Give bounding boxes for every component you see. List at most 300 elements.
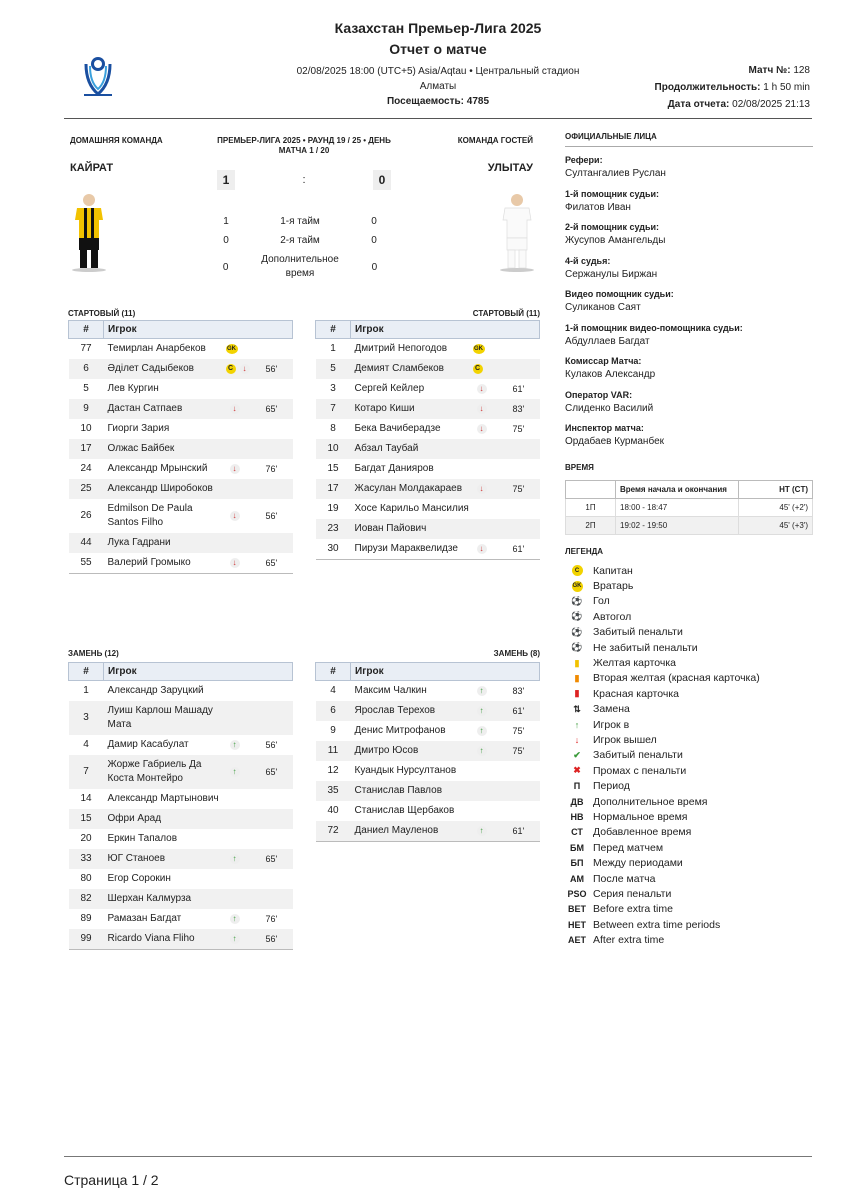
player-row (69, 339, 293, 360)
player-name: Пирузи Мараквелидзе (354, 543, 458, 554)
player-name: Демият Сламбеков (354, 363, 444, 374)
event-minute: 56' (265, 511, 278, 521)
home-score: 1 (217, 170, 235, 190)
player-icons (473, 384, 513, 394)
player-name: Валерий Громыко (107, 557, 191, 568)
player-name: Даниел Мауленов (354, 825, 439, 836)
player-row (69, 869, 293, 889)
player-number: 9 (330, 725, 336, 736)
event-minute: 61' (512, 706, 525, 716)
penalty-scored-check-icon: ✔ (573, 749, 581, 760)
player-icons (226, 364, 266, 374)
home-kit (70, 190, 108, 279)
attendance: Посещаемость: 4785 (386, 96, 490, 107)
player-row (316, 399, 540, 419)
legend-label: Вратарь (593, 580, 634, 593)
player-row (69, 499, 293, 533)
player-cell (351, 681, 540, 702)
after-match-abbr: АМ (570, 873, 584, 884)
player-cell (351, 499, 540, 519)
player-cell (104, 829, 293, 849)
legend-item (565, 671, 813, 686)
event-minute: 61' (512, 544, 525, 554)
away-start-label: СТАРТОВЫЙ (11) (472, 309, 540, 318)
away-kit (498, 190, 536, 279)
event-minute: 56' (265, 364, 278, 374)
legend-label: Замена (593, 703, 630, 716)
player-row (316, 721, 540, 741)
player-number: 12 (327, 765, 339, 776)
goalkeeper-icon: GK (572, 581, 583, 592)
time-ht: 45' (+2') (739, 499, 813, 517)
player-in-icon: ↑ (230, 934, 240, 944)
legend-label: After extra time (593, 934, 665, 947)
player-name: Дмитро Юсов (354, 745, 419, 756)
player-in-icon: ↑ (230, 740, 240, 750)
player-icons (473, 404, 513, 414)
official-name: Жусупов Амангельды (565, 235, 666, 246)
player-row (69, 909, 293, 929)
player-name: Александр Заруцкий (107, 685, 204, 696)
player-out-icon: ↓ (477, 404, 487, 414)
legend-item (565, 578, 813, 593)
home-team-name: КАЙРАТ (70, 162, 114, 174)
away-subs-table (315, 662, 540, 842)
player-out-icon: ↓ (230, 558, 240, 568)
player-number: 4 (83, 739, 89, 750)
legend-item (565, 778, 813, 793)
period-row (210, 250, 390, 284)
player-icons (473, 344, 513, 354)
official-entry (565, 289, 813, 323)
player-icons (226, 740, 266, 750)
player-number: 8 (330, 423, 336, 434)
datetime-venue: 02/08/2025 18:00 (UTC+5) Asia/Aqtau • Центральный стадион (296, 66, 580, 77)
period-row (210, 212, 390, 231)
legend-item (565, 825, 813, 840)
away-team-label: КОМАНДА ГОСТЕЙ (457, 136, 533, 145)
player-name: Шерхан Калмурза (107, 893, 192, 904)
player-cell (351, 479, 540, 499)
time-col-period (566, 481, 616, 499)
away-team-name: УЛЫТАУ (487, 162, 533, 174)
legend-item (565, 640, 813, 655)
player-name: Багдат Данияров (354, 463, 434, 474)
player-cell (104, 735, 293, 755)
legend-label: Промах с пенальти (593, 764, 687, 777)
legend-item (565, 655, 813, 670)
official-entry (565, 155, 813, 189)
time-ht: 45' (+3') (739, 517, 813, 535)
player-name: Сергей Кейлер (354, 383, 425, 394)
player-icons (473, 544, 513, 554)
player-icons (473, 746, 513, 756)
player-row (316, 781, 540, 801)
player-cell (104, 889, 293, 909)
player-number: 99 (69, 929, 104, 950)
away-score: 0 (373, 170, 391, 190)
player-number: 44 (69, 533, 104, 553)
player-row (316, 459, 540, 479)
player-cell (351, 359, 540, 379)
player-number: 1 (330, 343, 336, 354)
player-icons (226, 854, 266, 864)
player-row (69, 681, 293, 702)
time-period: 2П (566, 517, 616, 535)
match-no: 128 (793, 65, 810, 76)
home-team-label: ДОМАШНЯЯ КОМАНДА (70, 136, 163, 145)
city: Алматы (419, 81, 457, 92)
player-row (69, 889, 293, 909)
player-row (69, 789, 293, 809)
player-row (69, 419, 293, 439)
player-number: 23 (316, 519, 351, 539)
player-name: Жорже Габриель Да Коста Монтейро (107, 759, 202, 784)
player-icons (226, 404, 266, 414)
player-row (316, 539, 540, 560)
away-starting-table (315, 320, 540, 560)
time-range: 18:00 - 18:47 (616, 499, 739, 517)
legend-item (565, 809, 813, 824)
officials-section (565, 132, 813, 457)
player-row (316, 499, 540, 519)
player-number: 40 (327, 805, 339, 816)
player-number: 80 (80, 873, 92, 884)
period-label: Дополнительное время (261, 254, 339, 279)
legend-label: Нормальное время (593, 810, 688, 823)
official-role: 1-й помощник судьи: (565, 188, 660, 199)
player-cell (104, 439, 293, 459)
player-row (69, 399, 293, 419)
player-number: 7 (69, 755, 104, 789)
official-entry (565, 356, 813, 390)
player-row (69, 701, 293, 735)
event-minute: 65' (265, 767, 278, 777)
player-cell (104, 479, 293, 499)
legend-label: Забитый пенальти (593, 749, 683, 762)
report-meta (655, 62, 810, 113)
player-number: 5 (316, 359, 351, 379)
yellow-card-icon: ▮ (574, 657, 580, 668)
player-number: 10 (316, 439, 351, 459)
player-icons (226, 558, 266, 568)
legend-item (565, 625, 813, 640)
player-row (316, 379, 540, 399)
after-extra-time-abbr: AET (568, 935, 586, 946)
player-number: 20 (80, 833, 92, 844)
player-in-icon: ↑ (477, 746, 487, 756)
event-minute: 65' (265, 404, 278, 414)
legend-label: Before extra time (593, 903, 673, 916)
score-separator: : (302, 174, 306, 186)
player-out-icon: ↓ (477, 424, 487, 434)
duration: 1 h 50 min (763, 82, 810, 93)
event-minute: 75' (512, 424, 525, 434)
legend-label: Забитый пенальти (593, 626, 683, 639)
player-name: Александр Широбоков (107, 483, 213, 494)
away-subs-label: ЗАМЕНЬ (8) (493, 649, 540, 658)
player-row (69, 735, 293, 755)
player-name: Ярослав Терехов (354, 705, 436, 716)
player-cell (351, 801, 540, 821)
player-out-icon: ↓ (477, 544, 487, 554)
player-row (316, 439, 540, 459)
match-no-label: Матч №: (748, 65, 791, 76)
player-cell (104, 459, 293, 479)
legend-item (565, 748, 813, 763)
player-cell (104, 909, 293, 929)
legend-item (565, 902, 813, 917)
player-cell (104, 339, 293, 360)
legend-item (565, 732, 813, 747)
player-name: Лука Гадрани (107, 537, 171, 548)
player-row (69, 459, 293, 479)
round-info: ПРЕМЬЕР-ЛИГА 2025 • РАУНД 19 / 25 • ДЕНЬ МАТЧА 1 / 20 (217, 136, 391, 155)
second-yellow-icon: ▮ (574, 672, 580, 683)
period-label: 2-я тайм (280, 235, 320, 246)
col-player: Игрок (351, 663, 540, 681)
legend-label: Between extra time periods (593, 918, 721, 931)
player-name: Лев Кургин (107, 383, 159, 394)
player-number: 15 (327, 463, 339, 474)
player-number: 25 (69, 479, 104, 499)
player-name: Олжас Байбек (107, 443, 175, 454)
goalkeeper-icon: GK (474, 346, 483, 352)
player-cell (351, 399, 540, 419)
player-cell (104, 809, 293, 829)
event-minute: 75' (512, 746, 525, 756)
player-number: 24 (80, 463, 92, 474)
legend-label: Игрок вышел (593, 733, 657, 746)
period-home-score: 1 (223, 216, 229, 227)
player-in-icon: ↑ (477, 706, 487, 716)
player-name: Бека Вачиберадзе (354, 423, 441, 434)
official-entry (565, 323, 813, 357)
officials-divider (565, 146, 813, 147)
player-cell (104, 869, 293, 889)
player-in-icon: ↑ (230, 767, 240, 777)
legend-label: Игрок в (593, 718, 630, 731)
official-entry (565, 222, 813, 256)
period-home-score: 0 (223, 235, 229, 246)
player-cell (104, 533, 293, 553)
captain-icon: C (572, 565, 583, 576)
player-number: 7 (316, 399, 351, 419)
player-cell (351, 721, 540, 741)
player-name: Ricardo Viana Fliho (107, 933, 195, 944)
col-number: # (69, 663, 104, 681)
report-date: 02/08/2025 21:13 (732, 99, 810, 110)
official-name: Султангалиев Руслан (565, 168, 666, 179)
legend-label: Красная карточка (593, 687, 679, 700)
player-in-icon: ↑ (477, 686, 487, 696)
header-divider (64, 118, 812, 119)
official-name: Сержанулы Биржан (565, 268, 658, 280)
red-card-icon: ▮ (574, 688, 580, 699)
added-time-abbr: СТ (571, 827, 583, 838)
player-out-icon: ↓ (230, 464, 240, 474)
time-title: ВРЕМЯ (565, 463, 594, 472)
event-minute: 76' (265, 464, 278, 474)
player-cell (104, 553, 293, 574)
time-section (565, 463, 813, 535)
player-in-icon: ↑ (574, 719, 580, 730)
player-out-icon: ↓ (477, 484, 487, 494)
legend-item (565, 840, 813, 855)
player-cell (351, 781, 540, 801)
legend-label: Не забитый пенальти (593, 641, 698, 654)
goal-icon: ⚽ (571, 595, 583, 606)
player-name: Иован Пайович (354, 523, 427, 534)
penalty-missed-icon: ⚽ (571, 642, 583, 653)
player-row (316, 741, 540, 761)
player-row (316, 339, 540, 360)
player-name: Edmilson De Paula Santos Filho (107, 503, 193, 528)
league-title: Казахстан Премьер-Лига 2025 (334, 20, 542, 36)
player-cell (351, 459, 540, 479)
legend-item (565, 932, 813, 947)
player-number: 4 (330, 685, 336, 696)
player-cell (104, 849, 293, 869)
official-role: 4-й судья: (565, 255, 611, 266)
player-number: 10 (80, 423, 92, 434)
footer-divider (64, 1156, 812, 1157)
event-minute: 83' (512, 686, 525, 696)
player-icons (473, 726, 513, 736)
player-name: Денис Митрофанов (354, 725, 446, 736)
legend-item (565, 763, 813, 778)
player-icons (473, 364, 513, 374)
player-cell (351, 419, 540, 439)
official-name: Филатов Иван (565, 201, 631, 213)
before-match-abbr: БМ (570, 842, 584, 853)
player-number: 55 (80, 557, 92, 568)
time-row (566, 499, 813, 517)
legend-label: Капитан (593, 564, 633, 577)
legend-label: Автогол (593, 610, 632, 623)
player-row (69, 553, 293, 574)
player-name: Жасулан Молдакараев (354, 483, 463, 494)
player-number: 17 (316, 479, 351, 499)
report-date-label: Дата отчета: (667, 99, 730, 110)
official-role: Рефери: (565, 155, 603, 165)
player-row (69, 849, 293, 869)
player-number: 19 (327, 503, 339, 514)
legend-label: Период (593, 780, 630, 793)
player-icons (226, 344, 266, 354)
legend-item (565, 794, 813, 809)
player-icons (226, 934, 266, 944)
player-cell (351, 701, 540, 721)
player-row (316, 419, 540, 439)
player-name: Куандык Нурсултанов (354, 765, 457, 776)
legend-label: Желтая карточка (593, 657, 677, 670)
official-name: Слиденко Василий (565, 402, 654, 414)
player-name: Дастан Сатпаев (107, 403, 183, 414)
player-out-icon: ↓ (574, 734, 580, 745)
player-cell (104, 755, 293, 789)
legend-label: Вторая желтая (красная карточка) (593, 672, 760, 685)
player-icons (473, 424, 513, 434)
event-minute: 75' (512, 726, 525, 736)
player-in-icon: ↑ (477, 726, 487, 736)
player-name: Егор Сорокин (107, 873, 171, 884)
col-player: Игрок (104, 663, 293, 681)
legend-item (565, 886, 813, 901)
player-icons (473, 484, 513, 494)
league-logo (78, 54, 118, 100)
event-minute: 65' (265, 854, 278, 864)
period-scores (210, 212, 390, 284)
report-title: Отчет о матче (389, 41, 487, 57)
legend-item (565, 917, 813, 932)
player-name: Александр Мрынский (107, 463, 208, 474)
period-label: 1-я тайм (280, 216, 320, 227)
player-name: Рамазан Багдат (107, 913, 182, 924)
player-cell (104, 399, 293, 419)
player-name: Темирлан Анарбеков (107, 343, 206, 354)
official-role: 1-й помощник видео-помощника судьи: (565, 322, 743, 333)
player-out-icon: ↓ (240, 364, 250, 374)
legend-title: ЛЕГЕНДА (565, 547, 604, 556)
period-away-score: 0 (371, 261, 378, 273)
legend-item (565, 609, 813, 624)
player-cell (351, 339, 540, 360)
officials-title: ОФИЦИАЛЬНЫЕ ЛИЦА (565, 132, 657, 141)
player-name: Офри Арад (107, 813, 162, 824)
player-row (316, 681, 540, 702)
event-minute: 56' (265, 934, 278, 944)
player-number: 33 (69, 849, 104, 869)
home-start-label: СТАРТОВЫЙ (11) (68, 309, 136, 318)
official-role: Комиссар Матча: (565, 356, 642, 366)
player-row (69, 359, 293, 379)
player-name: Әділет Садыбеков (107, 363, 194, 374)
legend-label: После матча (593, 872, 656, 885)
col-number: # (316, 321, 351, 339)
legend-label: Дополнительное время (593, 795, 708, 808)
event-minute: 83' (512, 404, 525, 414)
player-number: 1 (83, 685, 89, 696)
event-minute: 76' (265, 914, 278, 924)
penalty-shootout-abbr: PSO (567, 888, 587, 899)
player-row (69, 439, 293, 459)
home-subs-table (68, 662, 293, 950)
captain-icon: C (473, 364, 483, 374)
player-name: Абзал Таубай (354, 443, 419, 454)
player-cell (351, 539, 540, 560)
player-number: 72 (316, 821, 351, 842)
player-cell (351, 741, 540, 761)
official-entry (565, 256, 813, 290)
between-periods-abbr: БП (570, 858, 584, 869)
period-away-score: 0 (371, 235, 377, 246)
player-name: Максим Чалкин (354, 685, 427, 696)
player-row (316, 761, 540, 781)
player-number: 77 (80, 343, 92, 354)
time-table (565, 480, 813, 535)
player-row (69, 479, 293, 499)
player-number: 9 (69, 399, 104, 419)
legend-item (565, 871, 813, 886)
legend-label: Серия пенальти (593, 887, 672, 900)
player-number: 3 (69, 701, 104, 735)
official-role: Видео помощник судьи: (565, 289, 674, 299)
player-row (316, 519, 540, 539)
player-cell (104, 701, 293, 735)
event-minute: 75' (512, 484, 525, 494)
player-name: Александр Мартынович (107, 793, 219, 804)
